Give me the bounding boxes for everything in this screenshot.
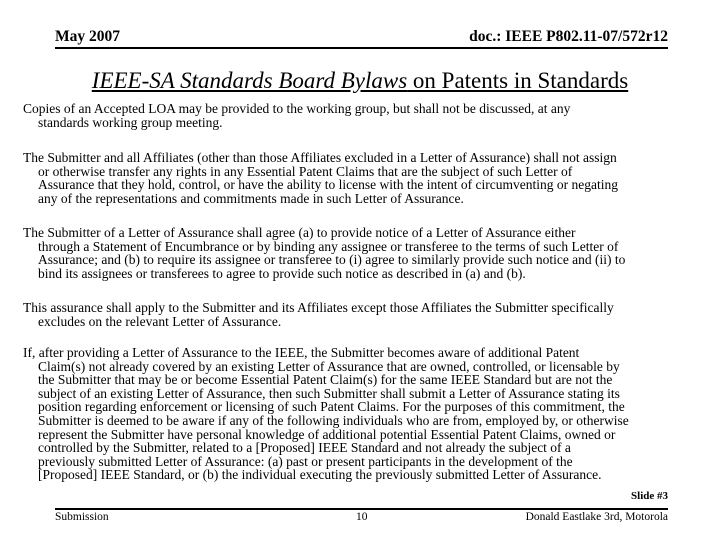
paragraph-line: Claim(s) not already covered by an existing Letter of Assurance that are owned, controlled, or licensable by xyxy=(38,358,620,374)
paragraph-line: any of the representations and commitments made in such Letter of Assurance. xyxy=(38,190,464,206)
paragraph-line: Assurance that they hold, control, or have the ability to license with the intent of circumventing or negating xyxy=(38,177,618,193)
paragraph-line: Assurance; and (b) to require its assignee or transferee to (i) agree to similarly provide such notice and (ii) to xyxy=(38,252,626,268)
header-rule xyxy=(55,47,668,49)
paragraph-additional-claims xyxy=(23,346,688,482)
paragraph-line: The Submitter and all Affiliates (other than those Affiliates excluded in a Letter of Assurance) shall not assign xyxy=(23,150,617,165)
paragraph-line: position regarding enforcement or licensing of such Patent Claims. For the purposes of this commitment, the xyxy=(38,399,625,415)
paragraph-no-transfer xyxy=(23,151,688,205)
slide-title-rest: on Patents in Standards xyxy=(407,68,629,93)
slide-number: Slide #3 xyxy=(631,490,668,502)
footer-page-number: 10 xyxy=(356,511,368,523)
paragraph-line: the Submitter that may be or become Essential Patent Claim(s) for the same IEEE Standard but are not the xyxy=(38,372,613,388)
header-doc-id: doc.: IEEE P802.11-07/572r12 xyxy=(469,28,668,45)
footer-submission: Submission xyxy=(55,511,109,523)
header-date: May 2007 xyxy=(55,28,121,45)
paragraph-notice xyxy=(23,226,688,280)
paragraph-line: represent the Submitter have personal knowledge of additional potential Essential Patent Claims, owned or xyxy=(38,426,616,442)
slide-title-italic: IEEE-SA Standards Board Bylaws xyxy=(91,68,408,93)
paragraph-line: previously submitted Letter of Assurance: (a) past or present participants in the development of the xyxy=(38,453,573,469)
paragraph-loa-copies xyxy=(23,102,688,129)
slide-title xyxy=(0,68,720,94)
paragraph-line: The Submitter of a Letter of Assurance shall agree (a) to provide notice of a Letter of Assurance either xyxy=(23,225,576,240)
footer-rule xyxy=(55,508,668,510)
paragraph-line: standards working group meeting. xyxy=(38,114,223,130)
paragraph-line: Copies of an Accepted LOA may be provided to the working group, but shall not be discussed, at any xyxy=(23,101,571,116)
paragraph-line: controlled by the Submitter, related to a [Proposed] IEEE Standard and not already the subject of a xyxy=(38,440,571,456)
paragraph-line: [Proposed] IEEE Standard, or (b) the individual executing the previously submitted Letter of Assurance. xyxy=(38,467,602,483)
paragraph-line: If, after providing a Letter of Assurance to the IEEE, the Submitter becomes aware of additional Patent xyxy=(23,345,580,360)
paragraph-line: subject of an existing Letter of Assurance, then such Submitter shall submit a Letter of Assurance stating its xyxy=(38,385,620,401)
paragraph-affiliates xyxy=(23,301,688,328)
paragraph-line: This assurance shall apply to the Submitter and its Affiliates except those Affiliates the Submitter specifically xyxy=(23,300,614,315)
paragraph-line: bind its assignees or transferees to agree to provide such notice as described in (a) and (b). xyxy=(38,265,526,281)
paragraph-line: excludes on the relevant Letter of Assurance. xyxy=(38,313,282,329)
footer-author: Donald Eastlake 3rd, Motorola xyxy=(525,511,668,523)
paragraph-line: Submitter is deemed to be aware if any of the following individuals who are from, employed by, or otherwise xyxy=(38,412,629,428)
paragraph-line: or otherwise transfer any rights in any Essential Patent Claims that are the subject of such Letter of xyxy=(38,163,573,179)
paragraph-line: through a Statement of Encumbrance or by binding any assignee or transferee to the terms of such Letter of xyxy=(38,238,619,254)
